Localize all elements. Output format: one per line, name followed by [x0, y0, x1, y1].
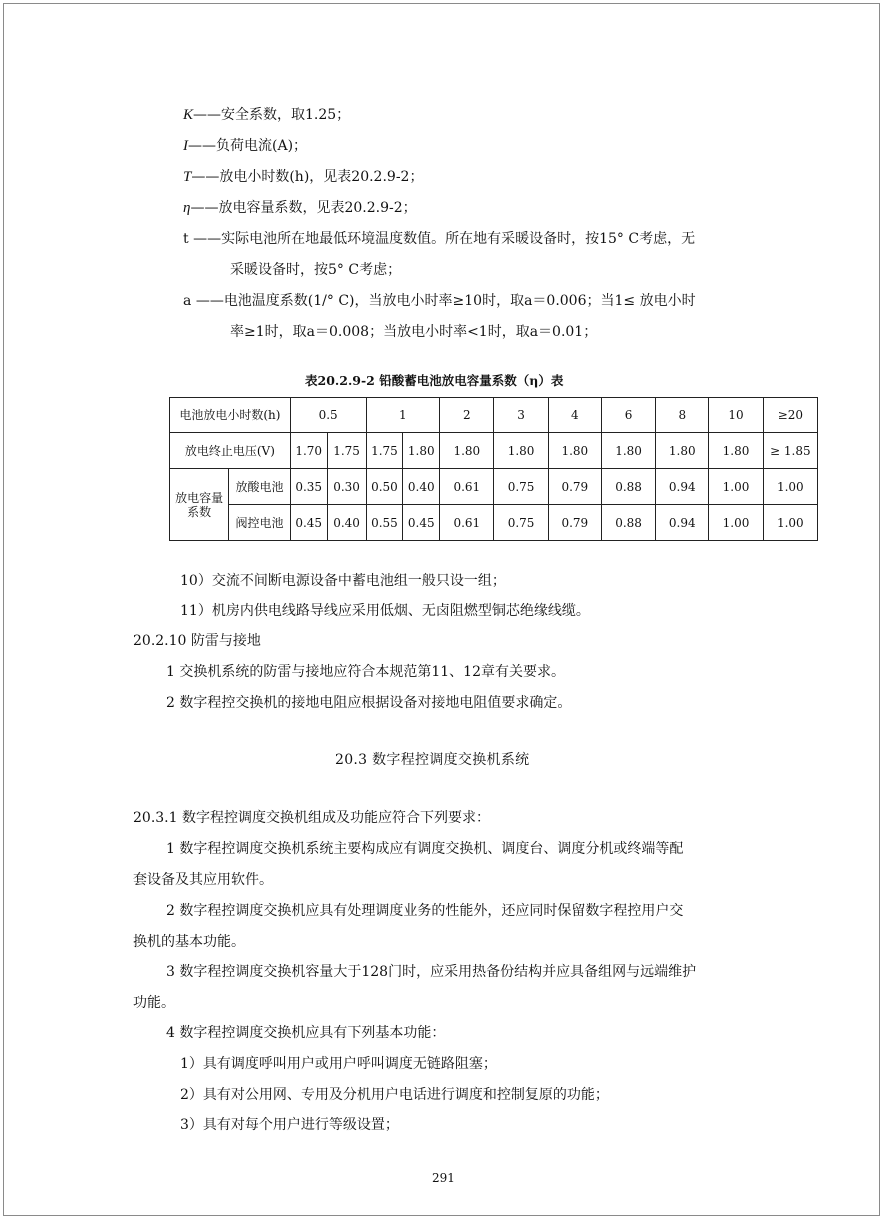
table-cell: 1.00 — [709, 469, 763, 505]
table-cell: 1.80 — [709, 433, 763, 469]
capacity-coefficient-table — [169, 397, 818, 541]
table-cell: 0.45 — [403, 505, 440, 541]
paragraph: 套设备及其应用软件。 — [133, 872, 273, 888]
table-cell: 4 — [548, 398, 601, 433]
page-number: 291 — [432, 1171, 455, 1185]
paragraph: 3 数字程控调度交换机容量大于128门时，应采用热备份结构并应具备组网与远端维护 — [166, 964, 697, 980]
paragraph: 功能。 — [133, 995, 175, 1011]
table-cell: 0.88 — [601, 505, 655, 541]
table-cell: 1.80 — [440, 433, 494, 469]
list-item: 3）具有对每个用户进行等级设置； — [180, 1117, 399, 1133]
coef-header: 放电容量系数 — [170, 469, 229, 541]
table-cell: 0.61 — [440, 469, 494, 505]
definition-temp-cont: 采暖设备时，按5° C考虑； — [230, 262, 402, 278]
paragraph: 2 数字程控调度交换机应具有处理调度业务的性能外，还应同时保留数字程控用户交 — [166, 903, 684, 919]
definition-k: K——安全系数，取1.25； — [183, 107, 351, 123]
table-cell: 0.94 — [656, 469, 709, 505]
list-item: 2 数字程控交换机的接地电阻应根据设备对接地电阻值要求确定。 — [166, 695, 572, 711]
table-row — [170, 505, 818, 541]
definition-eta: η——放电容量系数，见表20.2.9-2； — [183, 200, 417, 216]
table-cell: 0.30 — [327, 469, 366, 505]
table-cell: 0.40 — [327, 505, 366, 541]
table-cell: 1 — [366, 398, 440, 433]
table-cell: 0.79 — [548, 469, 601, 505]
row-label: 阀控电池 — [229, 505, 290, 541]
definition-a: a ——电池温度系数(1/° C)，当放电小时率≥10时，取a＝0.006；当1≤ 放电小时 — [183, 293, 696, 309]
definition-a-cont: 率≥1时，取a＝0.008；当放电小时率<1时，取a＝0.01； — [230, 324, 598, 340]
list-item: 1 交换机系统的防雷与接地应符合本规范第11、12章有关要求。 — [166, 664, 565, 680]
table-cell: 1.75 — [366, 433, 403, 469]
paragraph: 4 数字程控调度交换机应具有下列基本功能： — [166, 1025, 446, 1041]
table-row — [170, 433, 818, 469]
table-cell: 0.61 — [440, 505, 494, 541]
table-cell: 0.79 — [548, 505, 601, 541]
table-row — [170, 469, 818, 505]
table-cell: 0.40 — [403, 469, 440, 505]
paragraph: 1 数字程控调度交换机系统主要构成应有调度交换机、调度台、调度分机或终端等配 — [166, 841, 684, 857]
row-label: 放酸电池 — [229, 469, 290, 505]
table-cell: 8 — [656, 398, 709, 433]
list-item: 11）机房内供电线路导线应采用低烟、无卤阻燃型铜芯绝缘线缆。 — [180, 603, 590, 619]
definition-t: T——放电小时数(h)，见表20.2.9-2； — [183, 169, 424, 185]
table-cell: 10 — [709, 398, 763, 433]
paragraph: 换机的基本功能。 — [133, 934, 245, 950]
hours-header: 电池放电小时数(h) — [170, 398, 291, 433]
table-cell: 1.80 — [656, 433, 709, 469]
table-cell: 1.80 — [548, 433, 601, 469]
table-cell: 0.55 — [366, 505, 403, 541]
voltage-header: 放电终止电压(V) — [170, 433, 291, 469]
table-cell: 1.00 — [763, 505, 817, 541]
table-caption: 表20.2.9-2 铅酸蓄电池放电容量系数（η）表 — [305, 373, 564, 388]
table-cell: 0.75 — [494, 469, 548, 505]
definition-temp: t ——实际电池所在地最低环境温度数值。所在地有采暖设备时，按15° C考虑，无 — [183, 231, 696, 247]
table-cell: 2 — [440, 398, 494, 433]
list-item: 10）交流不间断电源设备中蓄电池组一般只设一组； — [180, 573, 506, 589]
table-cell: 1.80 — [403, 433, 440, 469]
table-cell: 0.5 — [290, 398, 366, 433]
table-cell: 0.45 — [290, 505, 327, 541]
table-cell: 1.00 — [709, 505, 763, 541]
table-cell: ≥20 — [763, 398, 817, 433]
table-cell: 0.35 — [290, 469, 327, 505]
table-cell: 3 — [494, 398, 548, 433]
section-title: 20.3 数字程控调度交换机系统 — [335, 752, 530, 768]
table-cell: 0.94 — [656, 505, 709, 541]
table-cell: 6 — [601, 398, 655, 433]
table-cell: 0.88 — [601, 469, 655, 505]
table-cell: 0.50 — [366, 469, 403, 505]
table-row — [170, 398, 818, 433]
table-cell: 1.80 — [494, 433, 548, 469]
table-cell: 1.75 — [327, 433, 366, 469]
table-cell: 0.75 — [494, 505, 548, 541]
table-cell: 1.00 — [763, 469, 817, 505]
list-item: 2）具有对公用网、专用及分机用户电话进行调度和控制复原的功能； — [180, 1087, 609, 1103]
table-cell: ≥ 1.85 — [763, 433, 817, 469]
table-cell: 1.80 — [601, 433, 655, 469]
list-item: 1）具有调度呼叫用户或用户呼叫调度无链路阻塞； — [180, 1056, 497, 1072]
clause-heading-20-3-1: 20.3.1 数字程控调度交换机组成及功能应符合下列要求： — [133, 810, 490, 826]
clause-heading-20-2-10: 20.2.10 防雷与接地 — [133, 633, 261, 649]
definition-i: I——负荷电流(A)； — [183, 138, 308, 154]
table-cell: 1.70 — [290, 433, 327, 469]
